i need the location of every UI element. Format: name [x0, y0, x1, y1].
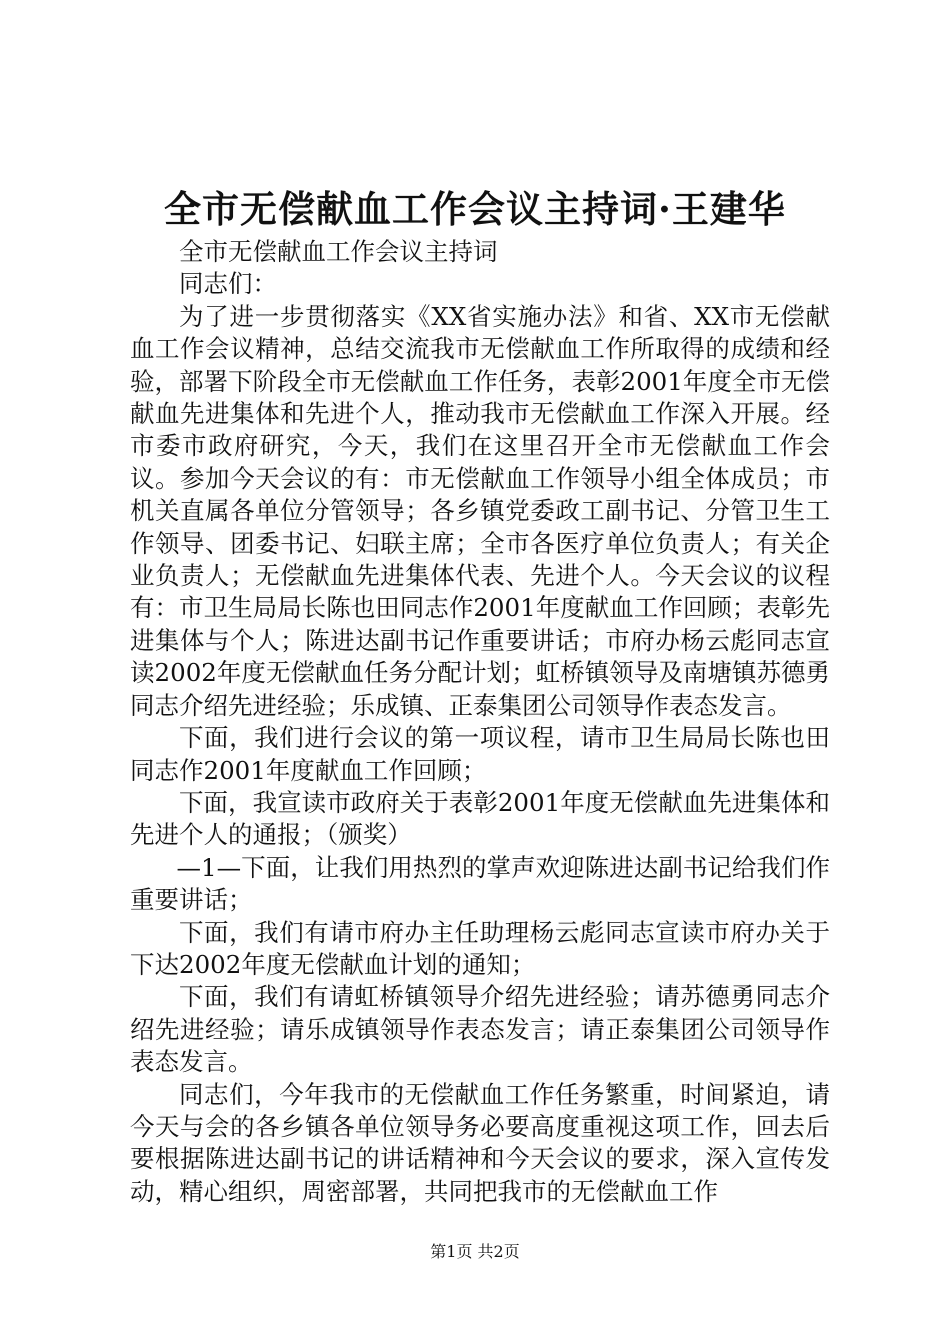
body-paragraph: 同志们，今年我市的无偿献血工作任务繁重，时间紧迫，请今天与会的各乡镇各单位领导务必要高度重视这项工作，回去后要根据陈进达副书记的讲话精神和今天会议的要求，深入宣传发动，精心组织，周密部署，共同把我市的无偿献血工作	[130, 1079, 830, 1206]
body-paragraph: 下面，我们有请虹桥镇领导介绍先进经验；请苏德勇同志介绍先进经验；请乐成镇领导作表态发言；请正泰集团公司领导作表态发言。	[130, 982, 830, 1077]
body-paragraph: —1—下面，让我们用热烈的掌声欢迎陈进达副书记给我们作重要讲话；	[130, 852, 830, 915]
document-body	[130, 236, 830, 1208]
body-paragraph: 下面，我们进行会议的第一项议程，请市卫生局局长陈也田同志作2001年度献血工作回顾；	[130, 723, 830, 785]
document-title: 全市无偿献血工作会议主持词·王建华	[164, 187, 786, 231]
body-paragraph: 下面，我们有请市府办主任助理杨云彪同志宣读市府办关于下达2002年度无偿献血计划的通知；	[130, 917, 830, 979]
subtitle-paragraph: 全市无偿献血工作会议主持词	[179, 237, 498, 266]
body-paragraph: 下面，我宣读市政府关于表彰2001年度无偿献血先进集体和先进个人的通报；（颁奖）	[130, 787, 830, 850]
salutation-paragraph: 同志们：	[179, 269, 277, 299]
page-footer: 第1页 共2页	[430, 1242, 520, 1261]
body-paragraph: 为了进一步贯彻落实《XX省实施办法》和省、XX市无偿献血工作会议精神，总结交流我市无偿献血工作所取得的成绩和经验，部署下阶段全市无偿献血工作任务，表彰2001年度全市无偿献血先进集体和先进个人，推动我市无偿献血工作深入开展。经市委市政府研究，今天，我们在这里召开全市无偿献血工作会议。参加今天会议的有：市无偿献血工作领导小组全体成员；市机关直属各单位分管领导；各乡镇党委政工副书记、分管卫生工作领导、团委书记、妇联主席；全市各医疗单位负责人；有关企业负责人；无偿献血先进集体代表、先进个人。今天会议的议程有：市卫生局局长陈也田同志作2001年度献血工作回顾；表彰先进集体与个人；陈进达副书记作重要讲话；市府办杨云彪同志宣读2002年度无偿献血任务分配计划；虹桥镇领导及南塘镇苏德勇同志介绍先进经验；乐成镇、正泰集团公司领导作表态发言。	[130, 301, 830, 720]
